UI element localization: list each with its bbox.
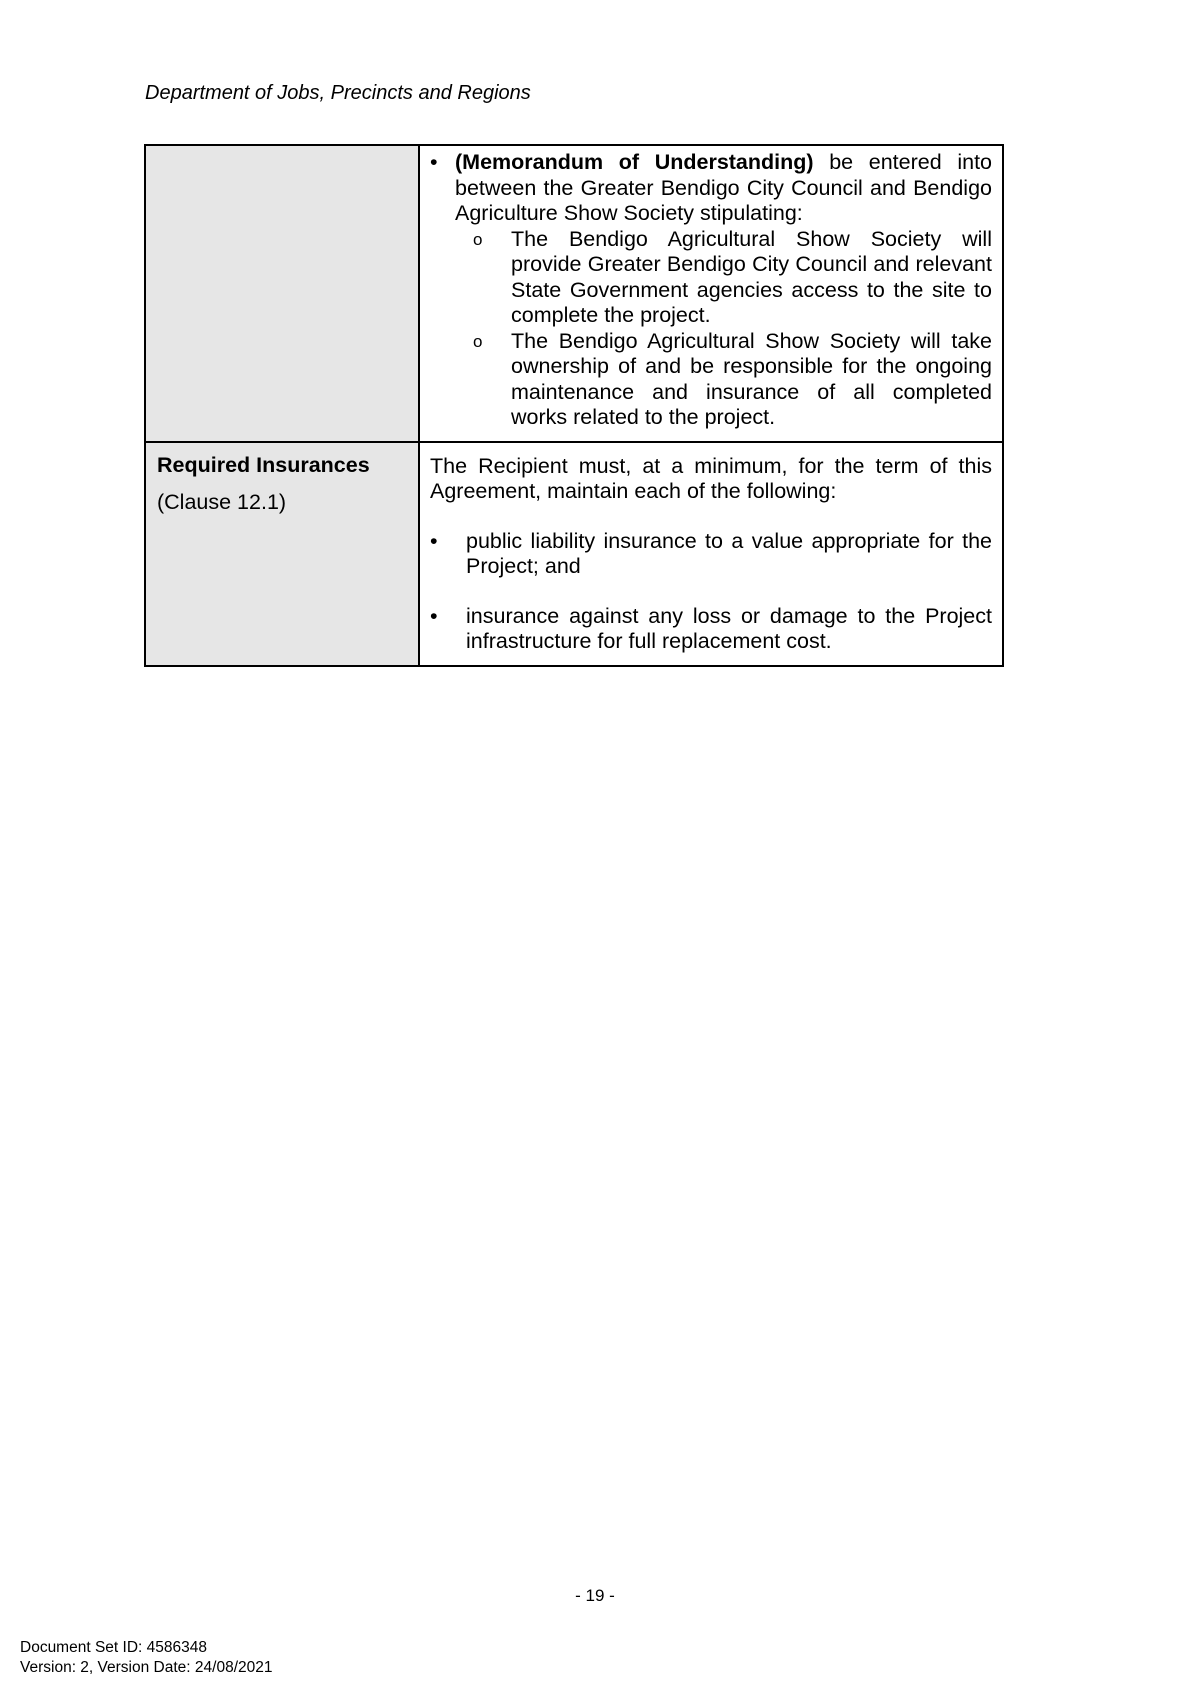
- bullet-icon: •: [430, 150, 438, 174]
- row-clause: (Clause 12.1): [157, 490, 287, 514]
- content-cell-mou: [419, 145, 1003, 442]
- bullet-text: insurance against any loss or damage to the Project infrastructure for full replacement cost.: [466, 603, 992, 653]
- sub-bullet-text: The Bendigo Agricultural Show Society will take ownership of and be responsible for the ongoing maintenance and insurance of all completed works related to the project.: [511, 328, 992, 429]
- doc-set-id: Document Set ID: 4586348: [20, 1639, 207, 1656]
- sub-list-item: [473, 329, 992, 431]
- row-label: Required Insurances: [157, 452, 370, 477]
- list-item: [430, 150, 992, 227]
- label-cell-empty: [145, 145, 419, 442]
- content-cell-insurances: [419, 442, 1003, 666]
- bullet-icon: •: [430, 603, 438, 628]
- bullet-text: public liability insurance to a value appropriate for the Project; and: [466, 528, 992, 578]
- version-info: Version: 2, Version Date: 24/08/2021: [20, 1659, 273, 1676]
- sub-bullet-text: The Bendigo Agricultural Show Society will provide Greater Bendigo City Council and relevant State Government agencies access to the site to complete the project.: [511, 226, 992, 327]
- document-footer: [20, 1638, 272, 1678]
- bullet-text: [455, 150, 992, 227]
- hollow-bullet-icon: o: [473, 229, 483, 249]
- sub-list-item: [473, 227, 992, 329]
- table-row: [145, 442, 1003, 666]
- list-item: [430, 604, 992, 655]
- intro-paragraph: The Recipient must, at a minimum, for the term of this Agreement, maintain each of the following:: [430, 453, 992, 503]
- table-row: [145, 145, 1003, 442]
- bullet-icon: •: [430, 528, 438, 553]
- agreement-table: [144, 144, 1004, 667]
- department-header: Department of Jobs, Precincts and Regions: [145, 82, 531, 104]
- label-cell-insurances: [145, 442, 419, 666]
- list-item: [430, 529, 992, 580]
- bullet-body: be entered into between the Greater Bendigo City Council and Bendigo Agriculture Show Society stipulating:: [455, 150, 992, 225]
- hollow-bullet-icon: o: [473, 331, 483, 351]
- page-number: - 19 -: [575, 1586, 615, 1605]
- bold-lead: (Memorandum of Understanding): [455, 150, 814, 174]
